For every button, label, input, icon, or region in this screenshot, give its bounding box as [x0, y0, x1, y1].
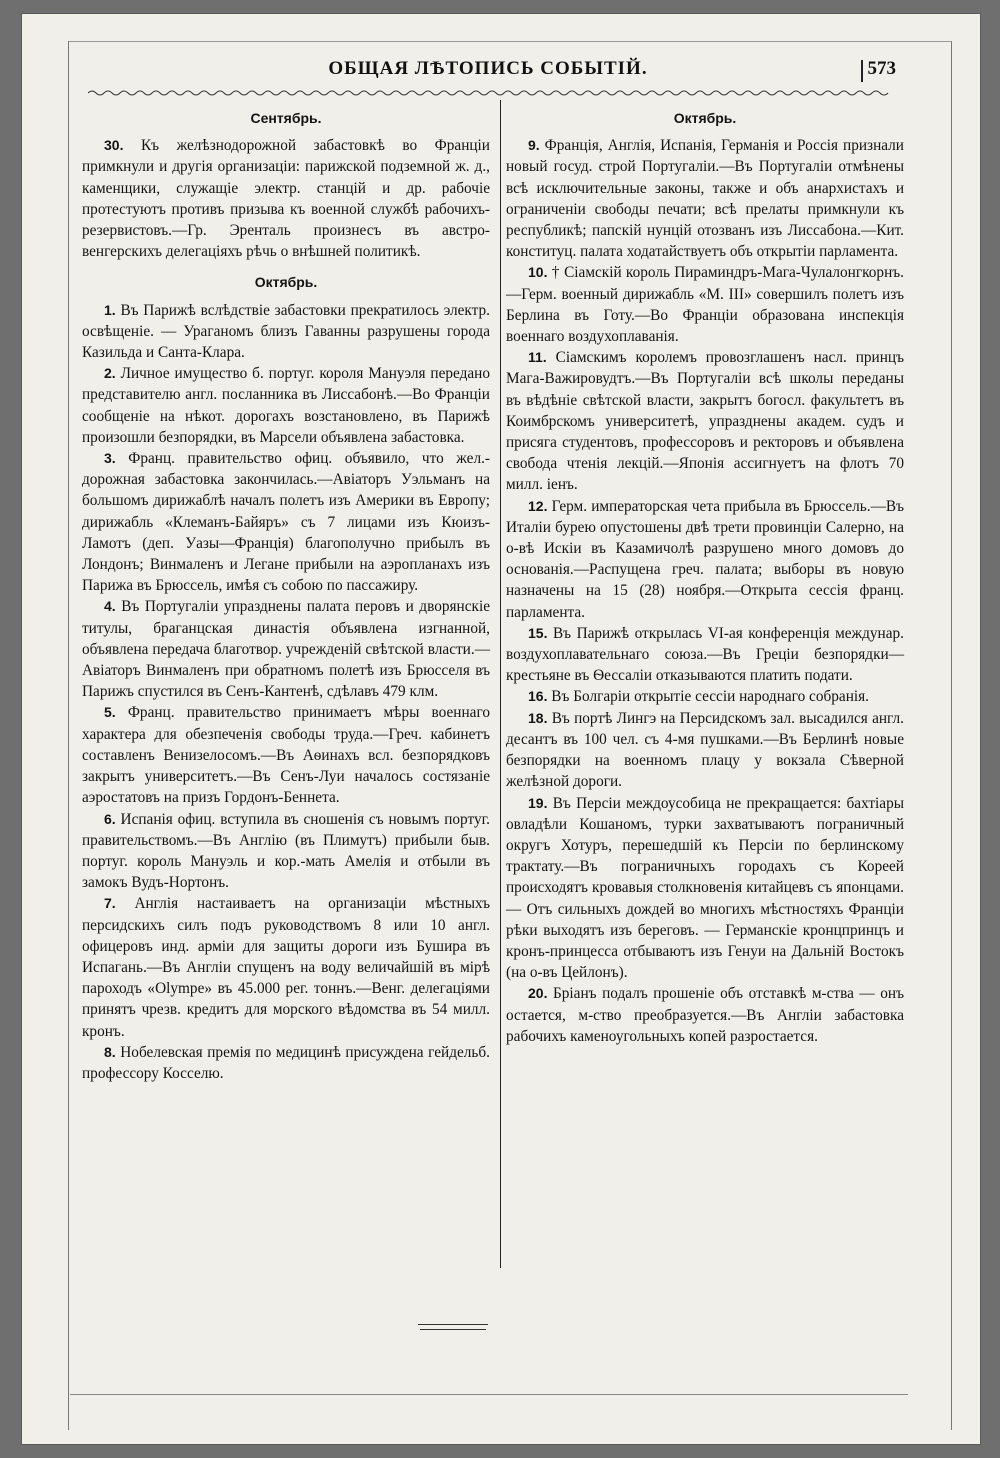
section-october-cont [506, 108, 904, 1047]
entry-text: Франція, Англія, Испанія, Германія и Россія признали новый госуд. строй Португаліи.—Въ Португаліи отмѣнены всѣ исключительные законы, также и объ анархистахъ и ограниченіи свободы печати; всѣ прелаты примкнули къ республикѣ; папскій нунцій отозванъ изъ Лиссабона.—Кит. конституц. палата ходатайствуетъ объ открытіи парламента. [506, 137, 904, 261]
entry-date: 4. [104, 598, 116, 615]
entry-text: Бріанъ подалъ прошеніе объ отставкѣ м-ства — онъ остается, м-ство преобразуется.—Въ Англіи забастовка рабочихъ каменоугольныхъ копей разростается. [506, 985, 904, 1045]
entry-date: 7. [104, 895, 116, 912]
entry-text: Въ портѣ Лингэ на Персидскомъ зал. высадился англ. десантъ въ 100 чел. съ 4-мя пушками.—Въ Берлинѣ новые безпорядки на военномъ плацу у вокзала Сѣверной желѣзной дороги. [506, 709, 905, 791]
entry-text: Франц. правительство принимаетъ мѣры военнаго характера для обезпеченія свободы труда.—Греч. кабинетъ составленъ Венизелосомъ.—Въ Аѳинахъ всл. безпорядковъ закрытъ университетъ.—Въ Сенъ-Луи началось состязаніе аэростатовъ на призъ Гордонъ-Беннета. [82, 704, 490, 807]
entry-date: 11. [528, 349, 547, 366]
entry-date: 9. [528, 137, 540, 154]
chronicle-entry [82, 702, 490, 808]
column-divider [500, 100, 501, 1268]
entry-date: 6. [104, 810, 116, 827]
chronicle-entry [82, 448, 490, 596]
entry-text: Къ желѣзнодорожной забастовкѣ во Франціи примкнули и другія организаціи: парижской подземной ж. д., каменщики, служащіе электр. станцій и др. рабочіе протестуютъ противъ призыва къ военной службѣ рабочихъ-резервистовъ.—Гр. Эренталь произнесъ въ австро-венгерскихъ делегаціяхъ рѣчь о внѣшней политикѣ. [82, 137, 490, 261]
page-bottom-border [70, 1394, 908, 1395]
entry-text: † Сіамскій король Пираминдръ-Мага-Чулалонгкорнъ.—Герм. военный дирижабль «М. III» совершилъ полетъ изъ Берлина въ Готу.—Во Франціи образована инспекція военнаго воздухоплаванія. [506, 264, 904, 346]
entry-date: 18. [528, 709, 548, 726]
entry-date: 16. [528, 688, 548, 705]
entry-date: 5. [104, 704, 116, 721]
chronicle-entry [82, 135, 490, 262]
chronicle-entry [506, 623, 904, 687]
month-heading: Октябрь. [673, 110, 737, 126]
chronicle-entry [506, 793, 904, 984]
entry-text: Въ Парижѣ открылась VI-ая конференція междунар. воздухоплавательнаго союза.—Въ Греціи безпорядки—крестьяне въ Ѳессаліи отказываются платить подати. [506, 624, 904, 685]
entry-date: 10. [528, 264, 548, 281]
entry-text: Англія настаиваетъ на организаціи мѣстныхъ персидскихъ силъ подъ руководствомъ 8 или 10 англ. офицеровъ инд. арміи для защиты дороги изъ Бушира въ Испагань.—Въ Англіи спущенъ на воду величайшій въ мірѣ пароходъ «Olympe» въ 45.000 рег. тоннъ.—Венг. делегаціями принятъ чрезв. кредитъ для морского вѣдомства въ 54 милл. кронъ. [82, 895, 490, 1040]
entry-text: Сіамскимъ королемъ провозглашенъ насл. принцъ Мага-Важировудтъ.—Въ Португаліи всѣ школы переданы въ вѣдѣніе свѣтской власти, закрытъ богосл. факультетъ въ Коимбрскомъ университетѣ, упразднены академ. судъ и присяга студентовъ, профессоровъ и ректоровъ и объявлена свобода чтенія лекцій.—Японія ассигнуетъ на флотъ 70 милл. іенъ. [506, 349, 905, 494]
end-rule [418, 1324, 488, 1325]
entry-date: 20. [528, 985, 548, 1002]
left-column [82, 104, 490, 1084]
entry-date: 30. [104, 137, 124, 154]
entry-date: 15. [528, 624, 548, 641]
header-wavy-rule [88, 88, 892, 98]
entry-date: 8. [104, 1043, 116, 1060]
chronicle-entry [82, 596, 490, 702]
entry-text: Въ Персіи междоусобица не прекращается: бахтіары овладѣли Кошаномъ, турки захватываютъ пограничный округъ Хотуръ, перешедшій къ Персіи по берлинскому трактату.—Въ пограничныхъ городахъ съ Кореей происходятъ кровавыя столкновенія китайцевъ съ японцами. — Отъ сильныхъ дождей во многихъ мѣстностяхъ Франціи рѣки выходятъ изъ береговъ. — Германскіе кронцпринцъ и кронъ-принцесса отбываютъ изъ Генуи на Дальній Востокъ (на о-въ Цейлонъ). [506, 794, 904, 982]
entry-date: 12. [528, 497, 548, 514]
chronicle-entry [506, 496, 904, 623]
chronicle-entry [506, 135, 904, 262]
header-title: ОБЩАЯ ЛѢТОПИСЬ СОБЫТІЙ. [328, 58, 648, 79]
running-header [70, 52, 906, 90]
chronicle-entry [506, 347, 904, 495]
chronicle-entry [82, 363, 490, 448]
entry-date: 1. [104, 301, 116, 318]
chronicle-entry [82, 809, 490, 894]
entry-text: Въ Парижѣ вслѣдствіе забастовки прекратилось электр. освѣщеніе. — Ураганомъ близъ Гаванны разрушены города Казильда и Санта-Клара. [82, 301, 491, 362]
entry-text: Нобелевская премія по медицинѣ присуждена гейдельб. профессору Косселю. [82, 1043, 490, 1082]
entry-date: 3. [104, 450, 116, 467]
section-september [82, 108, 490, 262]
chronicle-entry [82, 893, 490, 1041]
entry-text: Личное имущество б. португ. короля Мануэля передано представителю англ. посланника въ Лиссабонѣ.—Во Франціи сообщеніе на нѣкот. дорогахъ возстановлено, въ Парижѣ произошли безпорядки, въ Марсели объявлена забастовка. [82, 365, 491, 446]
chronicle-entry [506, 262, 904, 347]
entry-date: 19. [528, 794, 548, 811]
chronicle-entry [82, 1042, 490, 1084]
chronicle-entry [82, 300, 490, 364]
end-rule-secondary [420, 1329, 486, 1330]
chronicle-entry [506, 686, 904, 707]
page-number: 573 [867, 58, 896, 79]
right-column [506, 104, 904, 1047]
chronicle-entry [506, 983, 904, 1047]
entry-text: Испанія офиц. вступила въ сношенія съ новымъ португ. правительствомъ.—Въ Англію (въ Плимутъ) прибыли быв. португ. король Мануэль и кор.-мать Амелія и отбыли въ замокъ Вудъ-Нортонъ. [82, 810, 490, 892]
month-heading: Октябрь. [254, 274, 318, 291]
month-heading: Сентябрь. [250, 110, 322, 126]
entry-text: Франц. правительство офиц. объявило, что жел.-дорожная забастовка закончилась.—Авіаторъ Уэльманъ на большомъ дирижаблѣ началъ полетъ изъ Америки въ Европу; дирижабль «Клеманъ-Байяръ» съ 7 лицами изъ Кюизъ-Ламотъ (деп. Уазы—Франція) благополучно прибылъ въ Лондонъ; Винмаленъ и Легане прибыли на аэропланахъ изъ Парижа въ Брюссель, имѣя съ собою по пассажиру. [82, 450, 490, 595]
entry-text: Въ Португаліи упразднены палата перовъ и дворянскіе титулы, браганцская династія объявлена изгнанной, объявлена передача благотвор. учрежденій свѣтской власти.—Авіаторъ Винмаленъ при обратномъ полетѣ изъ Брюсселя въ Парижъ спустился въ Сенъ-Кантенѣ, сдѣлавъ 479 клм. [82, 598, 490, 701]
entry-text: Герм. императорская чета прибыла въ Брюссель.—Въ Италіи бурею опустошены двѣ трети провинціи Салерно, на о-вѣ Искіи въ Казамичолѣ разрушено много домовъ до основанія.—Распущена греч. палата; выборы въ новую назначены на 15 (28) ноября.—Открыта сессія франц. парламента. [506, 497, 904, 621]
entry-date: 2. [104, 365, 116, 382]
chronicle-entry [506, 708, 904, 793]
entry-text: Въ Болгаріи открытіе сессіи народнаго собранія. [551, 688, 870, 706]
section-october [82, 272, 490, 1084]
